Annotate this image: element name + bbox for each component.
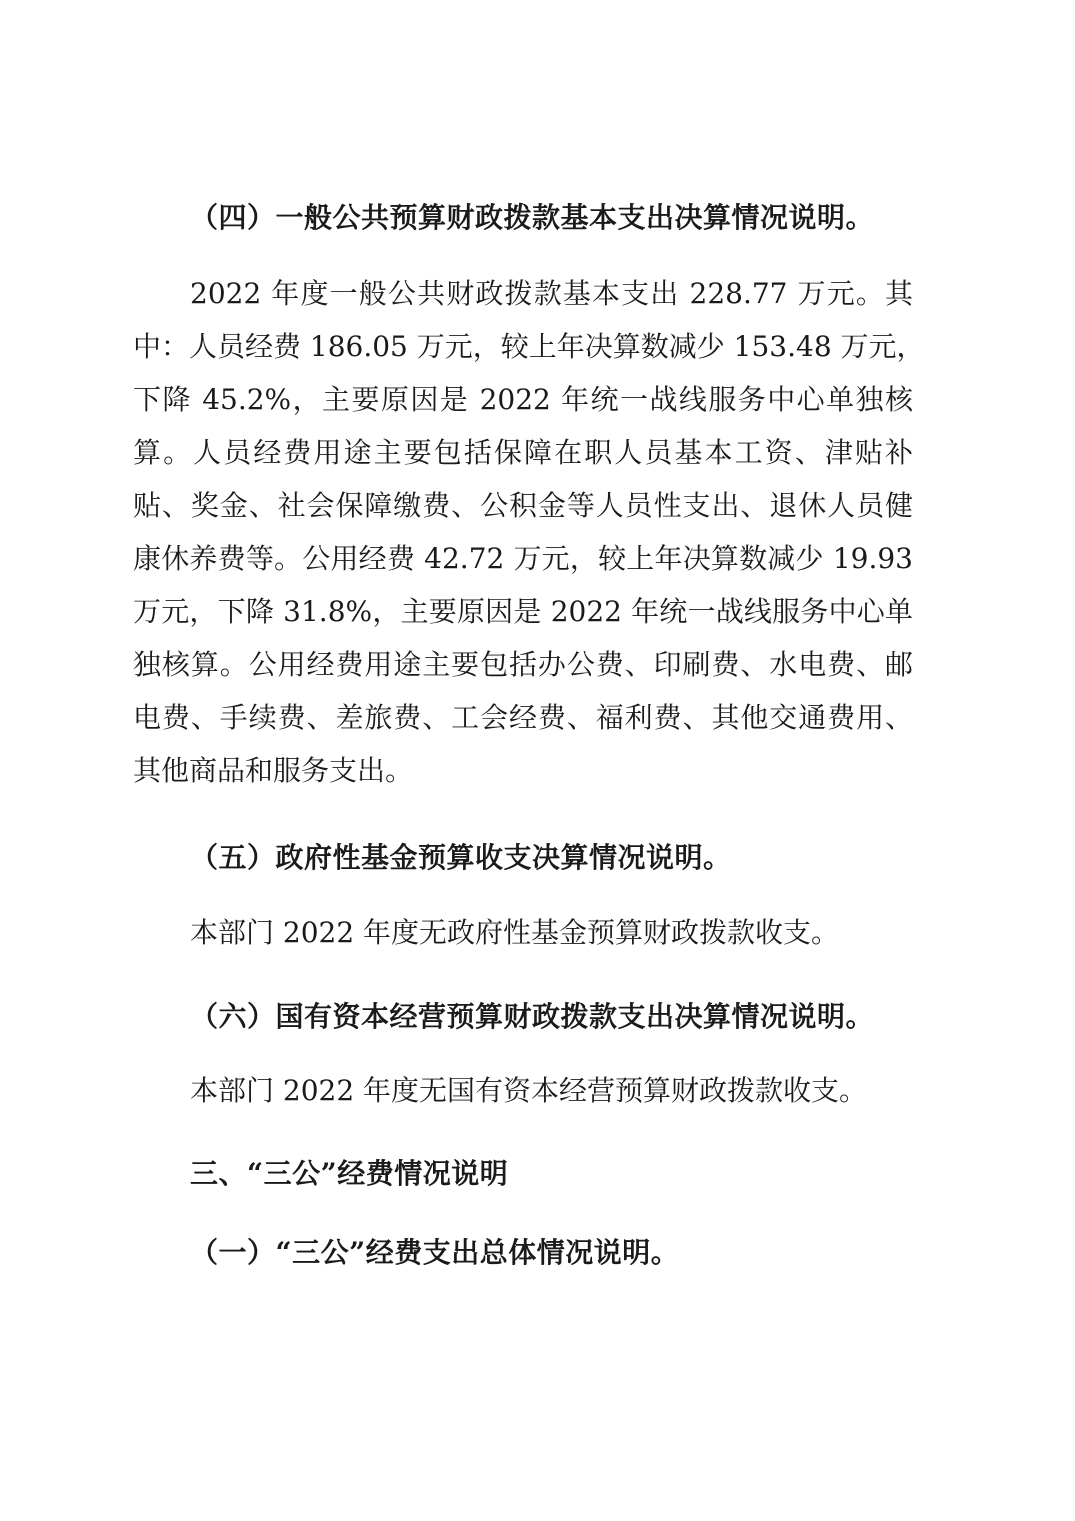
part-3-heading: 三、“三公”经费情况说明: [190, 1157, 509, 1190]
section-4-heading: （四）一般公共预算财政拨款基本支出决算情况说明。: [190, 201, 875, 234]
section-4-paragraph-line: 其他商品和服务支出。: [133, 754, 414, 787]
section-4-paragraph-line: 电费、手续费、差旅费、工会经费、福利费、其他交通费用、: [133, 701, 913, 734]
section-5-text: 本部门 2022 年度无政府性基金预算财政拨款收支。: [190, 916, 840, 949]
section-4-paragraph-line: 下降 45.2%，主要原因是 2022 年统一战线服务中心单独核: [133, 383, 913, 416]
section-4-paragraph-line: 独核算。公用经费用途主要包括办公费、印刷费、水电费、邮: [133, 648, 913, 681]
part-3-sub1-heading: （一）“三公”经费支出总体情况说明。: [190, 1236, 680, 1269]
section-6-text: 本部门 2022 年度无国有资本经营预算财政拨款收支。: [190, 1074, 868, 1107]
section-4-paragraph-line: 算。人员经费用途主要包括保障在职人员基本工资、津贴补: [133, 436, 913, 469]
section-4-paragraph-line: 康休养费等。公用经费 42.72 万元，较上年决算数减少 19.93: [133, 542, 913, 575]
section-4-paragraph-line: 2022 年度一般公共财政拨款基本支出 228.77 万元。其: [190, 277, 913, 310]
section-4-paragraph-line: 中：人员经费 186.05 万元，较上年决算数减少 153.48 万元，: [133, 330, 925, 363]
section-4-paragraph-line: 贴、奖金、社会保障缴费、公积金等人员性支出、退休人员健: [133, 489, 913, 522]
section-6-heading: （六）国有资本经营预算财政拨款支出决算情况说明。: [190, 1000, 875, 1033]
section-5-heading: （五）政府性基金预算收支决算情况说明。: [190, 841, 732, 874]
section-4-paragraph-line: 万元，下降 31.8%，主要原因是 2022 年统一战线服务中心单: [133, 595, 913, 628]
